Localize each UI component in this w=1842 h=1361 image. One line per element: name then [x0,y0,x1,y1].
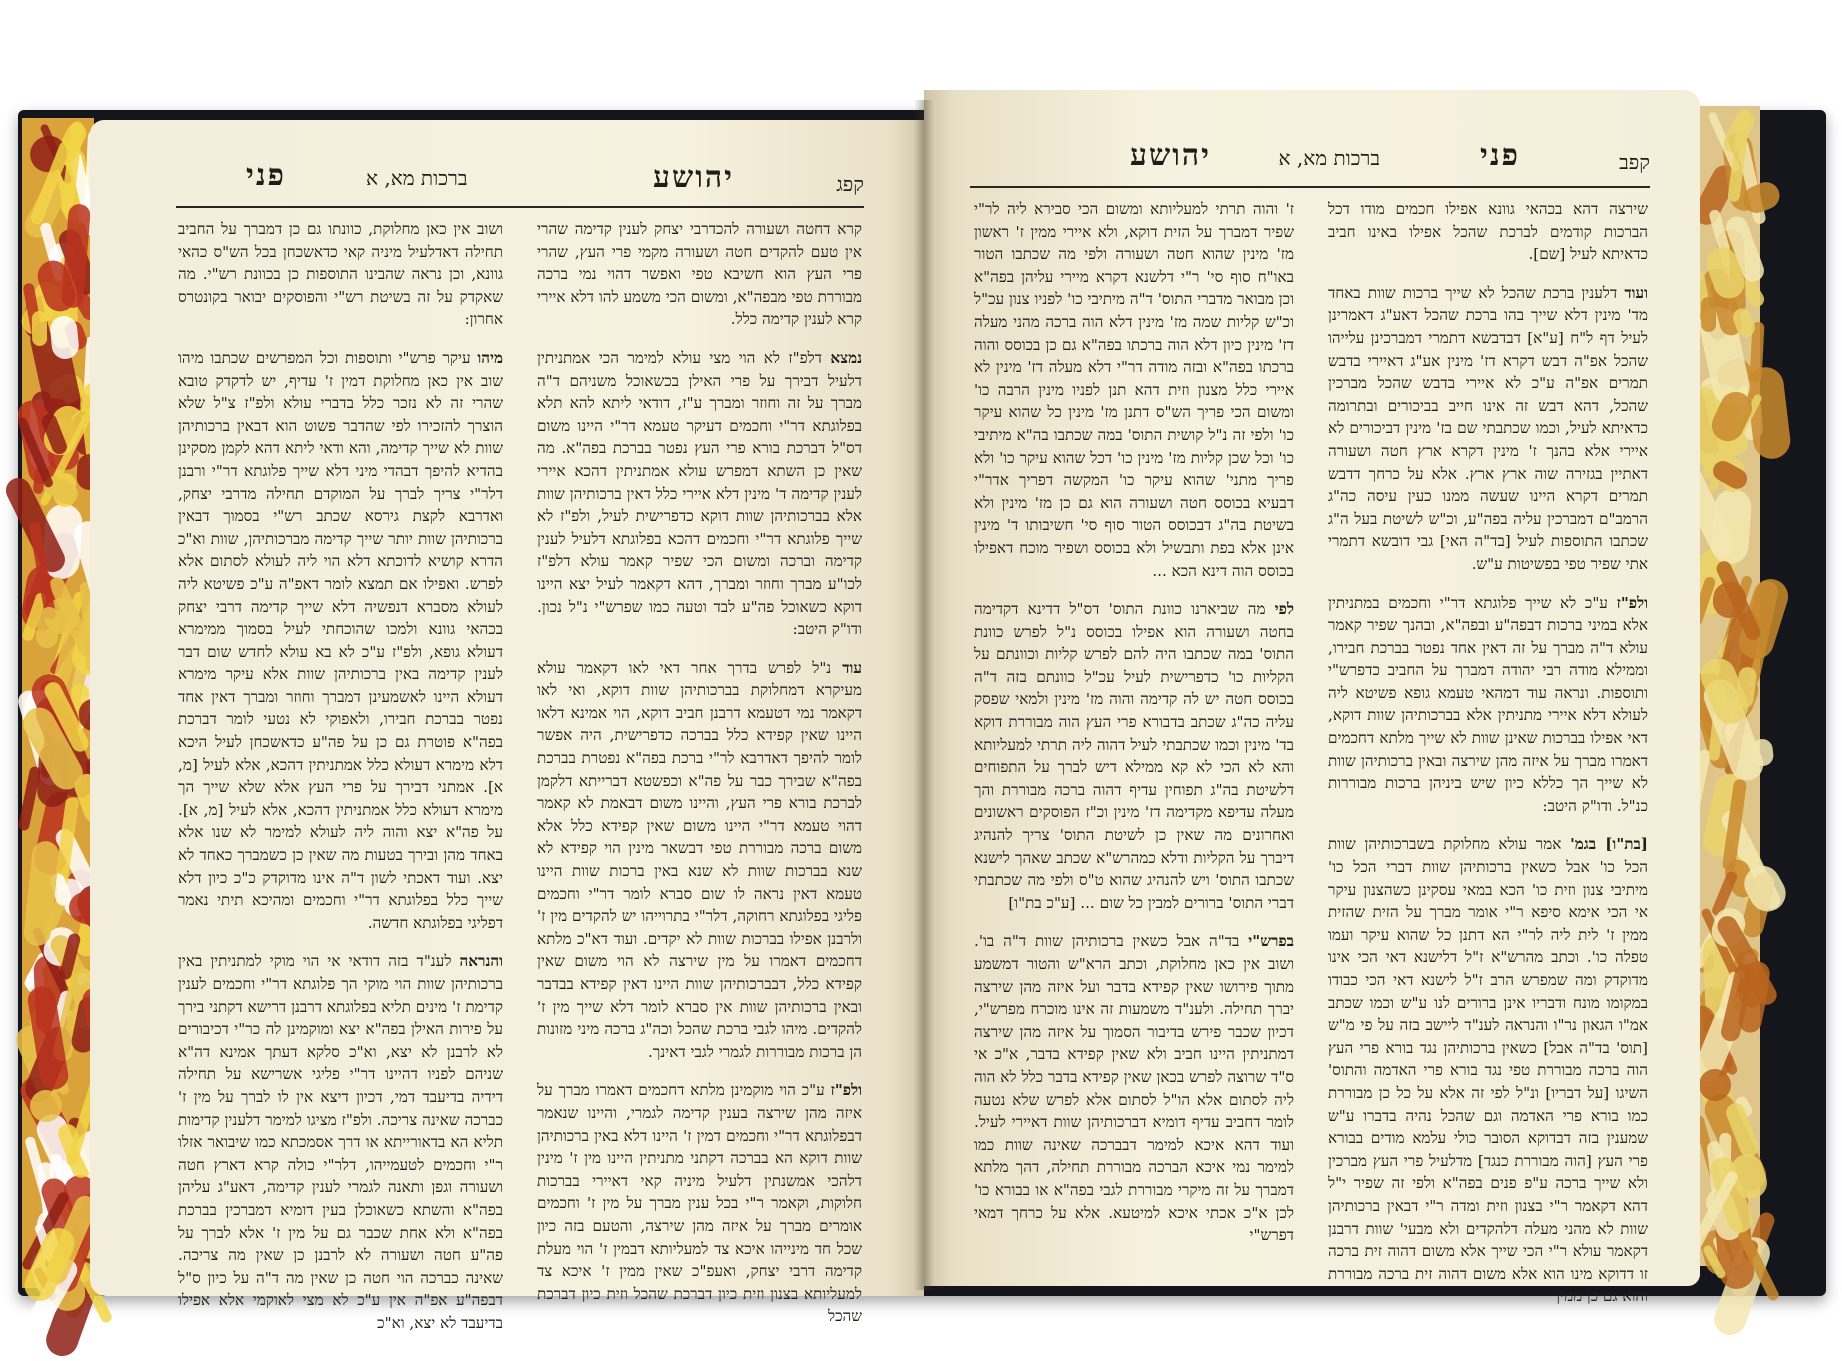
paragraph-lead: ולפ"ז [1616,593,1648,612]
paragraph-text: ז' והוה תרתי למעליותא ומשום הכי סבירא ליה לר"י שפיר דמברך על הזית דוקא, ולא איירי ממין ז' ראשון מז' מינין שהוא חטה ושעורה ולפי מה שכתבו הטור באו"ח סוף סי' ר"י דלשנא דקרא מיירי עליהן בפה"א וכן מבואר מדברי התוס' ד"ה מיתיבי כו' לפניו צנון עכ"ל וכ"ש קליות שמה מז' מינין דלא הוה ברכה מהני מעלה דז' מינין כיון דלא הוה ברכתו בפה"א גם כן בכוסס והוה ברכתו בפה"א ובזה מודה דר"י דלא מעלה דז' מינין לא איירי כלל מצנון וזית דהא תנן לפניו מינין הרבה כו' ומשום הכי פריך הש"ס דתנן מז' מינין כל שהוא עיקר כו' ולפי זה נ"ל קושית התוס' במה שכתבו בה"א מיתיבי כו' וכל שכן קליות מז' מינין כו' דכל שהוא עיקר כו' ולא פריך מתני' שהוא עיקר כו' המקשה דפריך אדר"י דבעיא בכוסס חטה ושעורה הוא גם כן מז' מינין ולא בשיטת בה"ג דבכוסס הטור סוף סי' חשיבותו ד' מינין אינן אלא בפת ותבשיל ולא בכוסס ושפיר מוכח דאפילו בכוסס הוה דינא הכא ... [974,200,1294,580]
paragraph-text: ע"כ הוי מוקמינן מלתא דחכמים דאמרו מברך על איזה מהן שירצה בענין קדימה לגמרי, והיינו שנאמר דבפלוגתא דר"י וחכמים דמין ז' היינו דלא באין ברכותיהן שוות דוקא הא בברכה דקתני מתניתין היינו מין ז' מינין דלהכי אמשנתין דלעיל מיניה קאי דאיירי בברכות חלוקות, וקאמר ר"י בכל ענין מברך על מין ז' וחכמים אומרים מברך על איזה מהן שירצה, והטעם בזה כיון שכל חד מינייהו איכא צד למעליותא דבמין ז' הוי מעלת קדימה דרבי יצחק, ואעפ"כ שאין ממין ז' איכא צד למעליותא בצנון וזית כיון דברכת שהכל וזית כיון דברכת שהכל [537,1081,862,1326]
paragraph-text: ע"כ לא שייך פלוגתא דר"י וחכמים במתניתין אלא במיני ברכות דבפה"ע ובפה"א, ובהנך שפיר קאמר עולא ד"ה מברך על זה דאין אחד נפטר בברכת חבירו, וממילא מודה רבי יהודה דמברך על החביב כדפרש"י ותוספות. ונראה עוד דמהאי טעמא גופא פשיטא ליה לעולא דלא איירי מתניתין אלא בברכותיהן שוות דוקא, דאי אפילו בברכות שאינן שוות לא שייך מלתא דחכמים דאמרו מברך על איזה מהן שירצה ובאין ברכותיהן שוות לא שייך הך כללא כיון שיש ביניהן ברכות מבוררות כנ"ל. ודו"ק היטב: [1328,593,1648,815]
running-title: יהושע [652,160,734,195]
paragraph [974,598,1294,914]
paragraph-text: אמר עולא מחלוקת בשברכותיהן שוות הכל כו' אבל כשאין ברכותיהן שוות דברי הכל כו' מיתיבי צנון וזית כו' הכא במאי עסקינן כשהצנון עיקר אי הכי אימא סיפא ר"י אומר מברך על הזית שהזית ממין ז' לית ליה לר"י הא דתנן כל שהוא עיקר ועמו טפלה כו'. וכתב מהרש"א ז"ל דלישנא דאי הכי אינו מדוקדק ומה שמפרש הרב ז"ל לישנא דאי הכי כבודו במקומו מונח ודבריו אינן ברורים לנו ע"ש וכמו שכתב אמ"ו הגאון נר"ו והנראה לענ"ד ליישב בזה על פי מ"ש [תוס' בד"ה אבל] כשאין ברכותיהן נגד בורא פרי העץ הוה ברכה מבוררת טפי נגד בורא פרי האדמה והתוס' השיגו [על דבריו] ונ"ל לפי זה אלא על כל כן מבוררת כמו בורא פרי האדמה וגם שהכל נהיה בדברו ע"ש שמענין בזה דבדוקא הסובר כולי עלמא מודים בבורא פרי העץ [הוה מבוררת כנגד] מדלעיל פרי העץ מברכין ולא שייך ברכה ע"פ פנים בפה"א ולפי זה שפיר י"ל דהא דקאמר ר"י בצנון וזית ומדה ר"י דבאין ברכותיהן שוות לא מהני מעלה דלהקדים ולא מבעי' שוות דרבנן דקאמר עולא ר"י הכי שייך אלא משום דהוה זית ברכה זו דדוקא מינו הוא אלא משום דהוה זית ברכה מבוררת והוא גם כן ממין [1328,835,1648,1306]
paragraph-lead: והנראה [459,952,504,971]
paragraph [537,347,862,641]
page-number: קפג [836,172,864,196]
paragraph [974,930,1294,1246]
running-title-2: פני [246,158,286,193]
paragraph-lead: עוד [842,658,863,677]
paragraph-text: דלפ"ז לא הוי מצי עולא למימר הכי אמתניתין דלעיל דבירך על פרי האילן בכשאוכל משניהם ד"ה מברך על זה וחוזר ומברך ע"ז, דודאי ליתא להא תלא בפלוגתא דר"י וחכמים דעיקר טעמא דר"י היינו משום דס"ל דברכת בורא פרי העץ נפטר בברכת בפה"א. מה שאין כן השתא דמפרש עולא אמתניתין דהכא איירי לענין קדימה ד' מינין דלא איירי כלל דאין ברכותיהן שוות אלא בברכותיהן שוות דוקא כדפרישית לעיל, ולפ"ז לא שייך פלוגתא דר"י וחכמים דהכא בפלוגתא דלעיל לענין קדימה וברכה ומשום הכי שפיר קאמר עולא דלפ"ז לכו"ע מברך וחוזר ומברך, דהא דקאמר לעיל יצא היינו דוקא כשאוכל פה"ע לבד וטעה כמו שפרש"י נ"ל נכון. ודו"ק היטב: [537,348,862,639]
paragraph-text: נ"ל לפרש בדרך אחר דאי לאו דקאמר עולא מעיקרא דמחלוקת בברכותיהן שוות דוקא, ואי לאו דקאמר נמי דטעמא דרבנן חביב דוקא, הוי אמינא דלאו היינו שאין קפידא כלל בברכה כדפרישית, היה אפשר לומר להיפך דאדרבא לר"י ברכת בפה"א נפטרת בברכת בפה"א שבירך כבר על פה"א וכפשטא דברייתא דלקמן לברכת בורא פרי העץ, והיינו משום דבאמת לא קאמר דהוי טעמא דר"י היינו משום שאין קפידא כלל אלא משום ברכה מבוררת טפי דבשאר מינין הוי קפידא לא שנא בברכות שוות לא שנא באין ברכות שוות היינו טעמא דאין נראה לו שום סברא לומר דר"י וחכמים פליגי בפלוגתא רחוקה, דלר"י בתרוייהו יש להקדים מין ז' ולרבנן אפילו בברכות שוות לא יקדים. ועוד דא"כ מלתא דחכמים דאמרו על מין שירצה לא הוי משום שאין קפידא כלל, דבברכותיהן שוות היינו דאין קפידא בבדבר ובאין ברכותיהן שוות אין סברא לומר דלא שייך מין ז' להקדים. מיהו לגבי ברכת שהכל וכה"ג ברכה מיני מזונות הן ברכות מבוררות לגמרי לגבי דאינך. [537,658,862,1061]
paragraph [537,1079,862,1328]
paragraph [178,950,503,1334]
paragraph-text: לענ"ד בזה דודאי אי הוי מוקי למתניתין באין ברכותיהן שוות הוי מוקי הך פלוגתא דר"י וחכמים לענין קדימת ז' מינים תליא בפלוגתא דרבנן דרישא דקתני בירך על פירות האילן בפה"א יצא ומוקמינן לה כר"י דכיבורים לא לרבנן לא יצא, וא"כ סלקא דעתך אמינא דה"א שניהם לפניו דהיינו דר"י פליגי אשרישא על תחילה דידיה בדיעבד דמי, דכיון דיצא אין לו לברך על מין ז' כברכה שאינה צריכה. ולפ"ז מציגו למימר דלענין קדימות תליא הא בדאורייתא או דרך אסמכתא כמו שיבואר אזלו ר"י וחכמים לטעמייהו, דלר"י כולה קרא דארץ חטה ושעורה וגפן ותאנה לגמרי לענין קדימה, דאע"ג עליהן בפה"א והשתא כשאוכלן בעין דומיא דמברכין בברכת בפה"א ולא אחת שכבר גם על מין ז' אלא לברך על פה"ע חטה ושעורה לא לרבנן כן שאין מה צריכה. שאינה כברכה הוי חטה כן שאין מה ד"ה על כיון ס"ל דבפה"ע אפ"ה אין ע"כ לא מצי לאוקמי אלא אפילו בדיעבד לא יצא, וא"כ [178,952,503,1332]
marble-streak [49,315,80,360]
page-number: קפב [1619,150,1650,174]
marble-streak [35,606,61,649]
right-page [924,90,1700,1306]
paragraph-text: שירצה דהא בכהאי גוונא אפילו חכמים מודו דכל הברכות קודמים לברכת שהכל אפילו באינו חביב כדאיתא לעיל [שם]. [1328,200,1648,264]
marbled-page-edge-left [22,118,94,1288]
marbled-page-edge-right [1692,106,1760,1266]
tractate-reference: ברכות מא, א [1278,146,1380,170]
paragraph [178,218,503,331]
text-column [1328,198,1648,1306]
paragraph-lead: ועוד [1624,283,1648,302]
paragraph [1328,198,1648,266]
left-page-header [176,150,864,208]
paragraph-lead: מיהו [477,348,503,367]
right-page-header [970,130,1650,188]
running-title: יהושע [1130,138,1212,173]
marble-streak [1701,297,1717,332]
running-title-2: פני [1480,138,1520,173]
paragraph-text: בד"ה אבל כשאין ברכותיהן שוות ד"ה בו'. ושוב אין כאן מחלוקת, וכתב הרא"ש והטור דמשמע מתוך פירושו שאין קפידא בדבר ועל איזה מהן שירצה יברך תחילה. ולענ"ד משמעות זה אינו מוכרח מפרש"י, דכיון שכבר פירש בדיבור הסמוך על איזה מהן שירצה דמתניתין היינו חביב ולא שאין קפידא בדבר, א"כ אי ס"ד שרוצה לפרש בכאן שאין קפידא בדבר כלל לא הוה ליה לסתום אלא הו"ל לסתום אלא לפרש שלא נטעה לומר דחביב עדיף דומיא דברכותיהן שוות דאיירי לעיל. ועוד דהא איכא למימר דבברכה שאינה שוות כמו למימר נמי איכא הברכה מבוררת תחילה, דהך מלתא דמברך על זה מיקרי מבוררת לגבי בפה"א או בבורא כו' לכן א"כ אכתי איכא למיטעא. אלא על כרחך דמאי דפרש"י [974,932,1294,1245]
right-page-columns [974,198,1648,1306]
paragraph [537,218,862,331]
paragraph [1328,592,1648,818]
paragraph-text: מה שביארנו כוונת התוס' דס"ל דדינא דקדימה בחטה ושעורה הוא אפילו בכוסס נ"ל לפרש כוונת התוס' במה שכתבו היה להם לפרש קליות וכוונתם על הקליות כו' כדפרישית לעיל עכ"ל כוונתם בזה ד"ה בכוסס חטה יש לה קדימה והוה מז' מינין ולמאי שפסק עליה כה"ג שכתב בדבורא פרי העץ הוה מבוררת דוקא בד' מינין וכמו שכתבתי לעיל דהוה ליה תרתי למעליותא והא לא הכי לא קא ממילא דיש לברך על התפוחים דלשיטת בה"ג תפוחין עדיף דהוה ברכה מבוררת והך מעלה עדיפא מקדימה דז' מינין וכ"ז הפוסקים ראשונים ואחרונים מה שאין כן לשיטת התוס' צריך להנהיג דיברך על הקליות ודלא כמהרש"א שכתב שאהך לישנא שכתבו התוס' ויש להנהיג שהוא ט"ס ולפי מה שכתבתי דברי התוס' ברורים למבין כל שום ... [ע"כ בת"ו] [974,600,1294,912]
paragraph-lead: [בת"ו] בגמ' [1570,835,1648,854]
paragraph-text: ושוב אין כאן מחלוקת, כוונתו גם כן דמברך על החביב תחילה דאדלעיל מיניה קאי כדאשכחן בכל הש"ס כהאי גוונא, וכן נראה שהבינו התוספות כן בכוונת רש"י. מה שאקדק על זה בשיטת רש"י והפוסקים יבואר בקונטרס אחרון: [178,220,503,329]
paragraph [1328,833,1648,1307]
paragraph [974,198,1294,582]
left-page-columns [178,218,863,1332]
text-column [974,198,1295,1245]
paragraph-text: קרא דחטה ושעורה להכדרבי יצחק לענין קדימה שהרי אין טעם להקדים חטה ושעורה מקמי פרי העץ, שהרי פרי העץ הוא חשיבא טפי ואפשר דהוי נמי ברכה מבוררת טפי מבפה"א, ומשום הכי משמע להו דלא איירי קרא לענין קדימה כלל. [537,220,862,329]
text-column [178,218,504,1332]
tractate-reference: ברכות מא, א [366,166,468,190]
text-column [537,218,863,1326]
book-gutter-shadow [914,100,934,1290]
marble-streak [32,310,48,345]
paragraph [537,657,862,1064]
paragraph-lead: ולפ"ז [830,1081,862,1100]
paragraph-lead: נמצא [830,348,863,367]
paragraph-lead: בפרש"י [1248,932,1294,951]
paragraph-lead: לפי [1274,600,1295,619]
paragraph [178,347,503,934]
paragraph-text: עיקר פרש"י ותוספות וכל המפרשים שכתבו מיהו שוב אין כאן מחלוקת דמין ז' עדיף, יש לדקדק טובא שהרי זה לא נזכר כלל בדברי עולא ולפ"ז צ"ל שלא הוצרך להזכירו לפי שהדבר פשוט הוא דבאין ברכותיהן שוות לא שייך קדימה, והא ודאי ליתא דהא לקמן מסקינן בהדיא להיפך דבהדי מיני דלא שייך פלוגתא דר"י ורבנן דלר"י צריך לברך על המוקדם תחילה מדרבי יצחק, ואדרבא לקצת גירסא שכתב רש"י בסמוך דבאין ברכותיהן שוות יותר שייך קדימה מברכותיהן, שוות וא"כ הדרא קושיא לדוכתא דלא הוי ליה לעולא לסתום אלא לפרש. ואפילו אם תמצא לומר דאפ"ה ע"כ פשיטא ליה לעולא מסברא דנפשיה דלא שייך קדימה דרבי יצחק בכהאי גוונא ולמכו שהוכחתי לעיל בסמוך ממימרא דעולא גופא, ולפ"ז ע"כ לא בא עולא לחדש שום דבר לענין קדימה באין ברכותיהן שוות אלא עיקר מימרא דעולא היינו לאשמעינן דמברך וחוזר ומברך דאין אחד נפטר בברכת חבירו, ולאפוקי לא נטעי לומר דברכת בפה"א פוטרת גם כן על פה"ע כדאשכחן לעיל היכא דלא מימרא דעולא כלל אמתניתין דהכא, אלא לעיל [מ, א]. אמתני דבירך על פרי העץ אלא שלא שייך הך מימרא דעולא כלל אמתניתין דהכא, אלא לעיל [מ, א]. על פה"א יצא והוה ליה לעולא למימר לא שנו אלא באחד מהן ובירך בטעות מה שאין כן כשמברך כאחד לא יצא. ועוד דאכתי לשון ד"ה אינו מדוקדק כ"כ כיון דלא שייך כלל בפלוגתא דר"י וחכמים ומהיכא תיתי נאמר דפליגי בפלוגתא חדשה. [178,348,503,932]
left-page [90,120,924,1332]
paragraph-text: דלענין ברכת שהכל לא שייך ברכות שוות באחד מד' מינין דלא שייך בהו ברכת שהכל דאע"ג דאמרינן לעיל דף ל"ח [ע"א] דבדבשא דתמרי דמברכינן עלייהו שהכל אפ"ה דבש דקרא דז' מינין אע"ג דאיירי בדבש תמרים אפ"ה ע"כ לא איירי בדבש שהכל מברכין שהכל, דהא דבש זה אינו חייב בביכורים ובתרומה כדאיתא לעיל, וכמו שכתבתי שם בז' מינין דביכורים לא איירי אלא בהנך ז' מינין דקרא ארץ חטה ושעורה דאתיין בגזירה שוה ארץ ארץ. אלא על כרחך דדבש תמרים דקרא היינו שעשה ממנו כעין עיסה כה"ג הרמב"ם דמברכין עליה בפה"ע, וכ"ש לשיטת בעל ה"ג שכתבו התוספות לעיל [בד"ה האי] גבי דובשא דתמרי אתי שפיר טפי בפשיטות ע"ש. [1328,283,1648,573]
paragraph [1328,282,1648,576]
